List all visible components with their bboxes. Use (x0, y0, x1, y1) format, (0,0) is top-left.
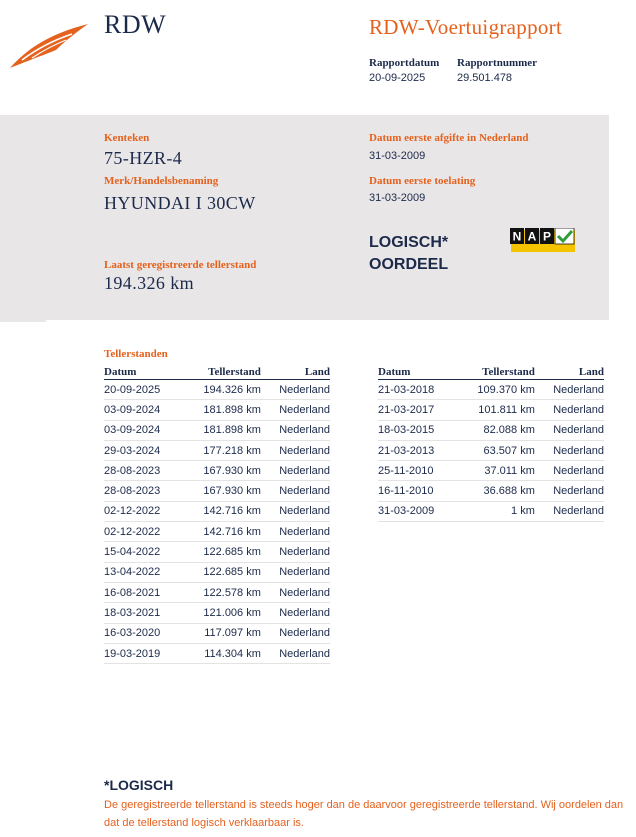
readings-table-right (378, 364, 604, 522)
table-row (104, 582, 330, 602)
reading-country: Nederland (261, 603, 330, 623)
reading-date: 02-12-2022 (104, 522, 180, 542)
reading-country: Nederland (261, 562, 330, 582)
reading-value: 63.507 km (454, 440, 535, 460)
plate-value: 75-HZR-4 (104, 148, 183, 168)
reading-value: 142.716 km (180, 501, 261, 521)
reading-country: Nederland (261, 623, 330, 643)
footnote-text: De geregistreerde tellerstand is steeds hoger dan de daarvoor geregistreerde tellerstand. Wij oordelen dan dat de tellerstand logisch verklaarbaar is. (104, 799, 624, 829)
reading-value: 167.930 km (180, 481, 261, 501)
reading-value: 181.898 km (180, 420, 261, 440)
table-row (378, 400, 604, 420)
reading-country: Nederland (261, 440, 330, 460)
first-nl-label: Datum eerste afgifte in Nederland (369, 132, 529, 144)
reading-country: Nederland (535, 501, 604, 521)
table-row (378, 380, 604, 400)
col-date: Datum (378, 364, 454, 380)
col-country: Land (261, 364, 330, 380)
verdict-line-1: LOGISCH* (369, 234, 449, 251)
report-number-label: Rapportnummer (457, 57, 538, 69)
report-number: 29.501.478 (457, 72, 513, 84)
reading-country: Nederland (535, 461, 604, 481)
footnote-title: *LOGISCH (104, 777, 174, 793)
report-date: 20-09-2025 (369, 72, 426, 84)
readings-title: Tellerstanden (104, 348, 168, 360)
make-label: Merk/Handelsbenaming (104, 175, 219, 187)
reading-date: 28-08-2023 (104, 481, 180, 501)
reading-date: 13-04-2022 (104, 562, 180, 582)
nap-letter-a: A (527, 229, 537, 244)
reading-country: Nederland (535, 400, 604, 420)
reading-value: 37.011 km (454, 461, 535, 481)
reading-country: Nederland (261, 461, 330, 481)
reading-date: 20-09-2025 (104, 380, 180, 400)
reading-value: 122.685 km (180, 562, 261, 582)
reading-value: 109.370 km (454, 380, 535, 400)
reading-value: 114.304 km (180, 643, 261, 663)
reading-date: 02-12-2022 (104, 501, 180, 521)
table-row (104, 623, 330, 643)
reading-country: Nederland (535, 481, 604, 501)
plate-label: Kenteken (104, 132, 150, 144)
reading-value: 181.898 km (180, 400, 261, 420)
reading-country: Nederland (261, 400, 330, 420)
first-admission-label: Datum eerste toelating (369, 175, 476, 187)
reading-date: 16-08-2021 (104, 582, 180, 602)
odometer-label: Laatst geregistreerde tellerstand (104, 259, 257, 271)
table-row (104, 461, 330, 481)
reading-value: 167.930 km (180, 461, 261, 481)
table-row (104, 562, 330, 582)
reading-value: 117.097 km (180, 623, 261, 643)
reading-value: 122.685 km (180, 542, 261, 562)
table-row (378, 440, 604, 460)
reading-date: 21-03-2017 (378, 400, 454, 420)
rdw-logo (8, 20, 90, 70)
table-row (104, 522, 330, 542)
col-reading: Tellerstand (180, 364, 261, 380)
reading-date: 16-03-2020 (104, 623, 180, 643)
verdict (369, 232, 448, 276)
reading-date: 18-03-2021 (104, 603, 180, 623)
table-row (104, 542, 330, 562)
reading-date: 16-11-2010 (378, 481, 454, 501)
reading-date: 29-03-2024 (104, 440, 180, 460)
reading-date: 21-03-2018 (378, 380, 454, 400)
brand-name: RDW (104, 10, 167, 39)
make-value: HYUNDAI I 30CW (104, 193, 256, 213)
reading-value: 82.088 km (454, 420, 535, 440)
reading-value: 101.811 km (454, 400, 535, 420)
col-reading: Tellerstand (454, 364, 535, 380)
reading-country: Nederland (261, 481, 330, 501)
nap-letter-n: N (512, 229, 522, 244)
reading-country: Nederland (261, 643, 330, 663)
table-row (378, 461, 604, 481)
table-row (378, 501, 604, 521)
reading-date: 21-03-2013 (378, 440, 454, 460)
panel-notch (0, 305, 60, 322)
reading-country: Nederland (261, 420, 330, 440)
reading-country: Nederland (261, 380, 330, 400)
vehicle-panel (0, 115, 609, 320)
table-row (378, 481, 604, 501)
reading-country: Nederland (535, 420, 604, 440)
reading-country: Nederland (261, 542, 330, 562)
reading-value: 142.716 km (180, 522, 261, 542)
reading-country: Nederland (261, 501, 330, 521)
table-header-row (104, 364, 330, 380)
reading-date: 25-11-2010 (378, 461, 454, 481)
table-row (104, 481, 330, 501)
table-row (104, 400, 330, 420)
reading-country: Nederland (535, 380, 604, 400)
reading-value: 177.218 km (180, 440, 261, 460)
table-row (104, 501, 330, 521)
col-country: Land (535, 364, 604, 380)
table-row (104, 440, 330, 460)
reading-date: 15-04-2022 (104, 542, 180, 562)
table-header-row (378, 364, 604, 380)
col-date: Datum (104, 364, 180, 380)
reading-country: Nederland (261, 522, 330, 542)
nap-check-icon (510, 228, 576, 252)
table-row (104, 603, 330, 623)
readings-right-body (378, 380, 604, 522)
reading-date: 03-09-2024 (104, 400, 180, 420)
readings-table-left (104, 364, 330, 664)
reading-date: 18-03-2015 (378, 420, 454, 440)
table-row (104, 380, 330, 400)
reading-date: 28-08-2023 (104, 461, 180, 481)
reading-date: 31-03-2009 (378, 501, 454, 521)
reading-country: Nederland (261, 582, 330, 602)
reading-value: 121.006 km (180, 603, 261, 623)
reading-date: 03-09-2024 (104, 420, 180, 440)
readings-left-body (104, 380, 330, 664)
reading-value: 36.688 km (454, 481, 535, 501)
reading-country: Nederland (535, 440, 604, 460)
first-admission-date: 31-03-2009 (369, 192, 426, 204)
odometer-value: 194.326 km (104, 273, 195, 293)
table-row (378, 420, 604, 440)
reading-value: 122.578 km (180, 582, 261, 602)
report-title: RDW-Voertuigrapport (369, 15, 563, 39)
reading-date: 19-03-2019 (104, 643, 180, 663)
table-row (104, 420, 330, 440)
nap-letter-p: P (542, 229, 552, 244)
reading-value: 1 km (454, 501, 535, 521)
report-date-label: Rapportdatum (369, 57, 440, 69)
first-nl-date: 31-03-2009 (369, 150, 426, 162)
verdict-line-2: OORDEEL (369, 256, 449, 273)
reading-value: 194.326 km (180, 380, 261, 400)
table-row (104, 643, 330, 663)
